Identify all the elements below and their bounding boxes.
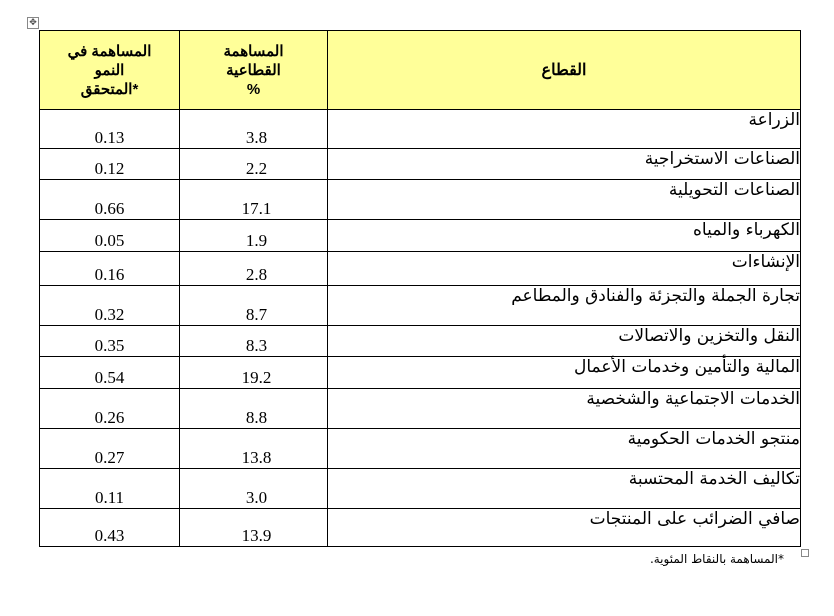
table-row — [40, 220, 801, 252]
growth-contribution-cell: 0.66 — [40, 180, 180, 220]
header-growth-line-3: المتحقق* — [80, 80, 139, 98]
table-row — [40, 469, 801, 509]
sector-name-cell: المالية والتأمين وخدمات الأعمال — [328, 357, 801, 389]
sector-name-cell: الصناعات التحويلية — [328, 180, 801, 220]
table-row — [40, 252, 801, 286]
growth-contribution-cell: 0.16 — [40, 252, 180, 286]
sector-name-cell: الكهرباء والمياه — [328, 220, 801, 252]
sector-share-cell: 17.1 — [180, 180, 328, 220]
growth-contribution-cell: 0.27 — [40, 429, 180, 469]
table-row — [40, 286, 801, 326]
header-growth-line-2: النمو — [94, 61, 125, 79]
table-move-handle-icon[interactable]: ✥ — [27, 17, 39, 29]
table-resize-handle-icon[interactable] — [801, 549, 809, 557]
header-sector-share — [180, 31, 328, 110]
growth-contribution-cell: 0.12 — [40, 149, 180, 180]
table-row — [40, 326, 801, 357]
sector-share-cell: 8.7 — [180, 286, 328, 326]
growth-contribution-cell: 0.35 — [40, 326, 180, 357]
sector-name-cell: صافي الضرائب على المنتجات — [328, 509, 801, 547]
table-row — [40, 509, 801, 547]
table-body — [40, 110, 801, 547]
sector-name-cell: الإنشاءات — [328, 252, 801, 286]
growth-contribution-cell: 0.26 — [40, 389, 180, 429]
table-row — [40, 429, 801, 469]
sector-name-cell: منتجو الخدمات الحكومية — [328, 429, 801, 469]
sector-share-cell: 13.8 — [180, 429, 328, 469]
header-share-line-1: المساهمة — [223, 42, 284, 60]
header-share-line-3: % — [246, 80, 261, 98]
sector-name-cell: الخدمات الاجتماعية والشخصية — [328, 389, 801, 429]
header-growth-line-1: المساهمة في — [67, 42, 152, 60]
sector-name-cell: الزراعة — [328, 110, 801, 149]
table-row — [40, 357, 801, 389]
sector-share-cell: 8.3 — [180, 326, 328, 357]
header-sector: القطاع — [328, 31, 801, 110]
sector-share-cell: 3.8 — [180, 110, 328, 149]
growth-contribution-cell: 0.11 — [40, 469, 180, 509]
sector-name-cell: تكاليف الخدمة المحتسبة — [328, 469, 801, 509]
table-row — [40, 110, 801, 149]
sector-share-cell: 8.8 — [180, 389, 328, 429]
sector-share-cell: 3.0 — [180, 469, 328, 509]
header-growth-contribution — [40, 31, 180, 110]
sector-name-cell: النقل والتخزين والاتصالات — [328, 326, 801, 357]
growth-contribution-cell: 0.05 — [40, 220, 180, 252]
sector-name-cell: تجارة الجملة والتجزئة والفنادق والمطاعم — [328, 286, 801, 326]
sector-share-cell: 19.2 — [180, 357, 328, 389]
sector-share-cell: 13.9 — [180, 509, 328, 547]
sector-name-cell: الصناعات الاستخراجية — [328, 149, 801, 180]
growth-contribution-cell: 0.43 — [40, 509, 180, 547]
growth-contribution-cell: 0.32 — [40, 286, 180, 326]
table-header-row — [40, 31, 801, 110]
table-row — [40, 180, 801, 220]
table-footnote: *المساهمة بالنقاط المئوية. — [649, 552, 784, 566]
sector-share-cell: 2.2 — [180, 149, 328, 180]
sector-contribution-table — [39, 30, 801, 547]
growth-contribution-cell: 0.13 — [40, 110, 180, 149]
table-row — [40, 149, 801, 180]
header-share-line-2: القطاعية — [226, 61, 281, 79]
sector-share-cell: 1.9 — [180, 220, 328, 252]
sector-share-cell: 2.8 — [180, 252, 328, 286]
growth-contribution-cell: 0.54 — [40, 357, 180, 389]
table-row — [40, 389, 801, 429]
